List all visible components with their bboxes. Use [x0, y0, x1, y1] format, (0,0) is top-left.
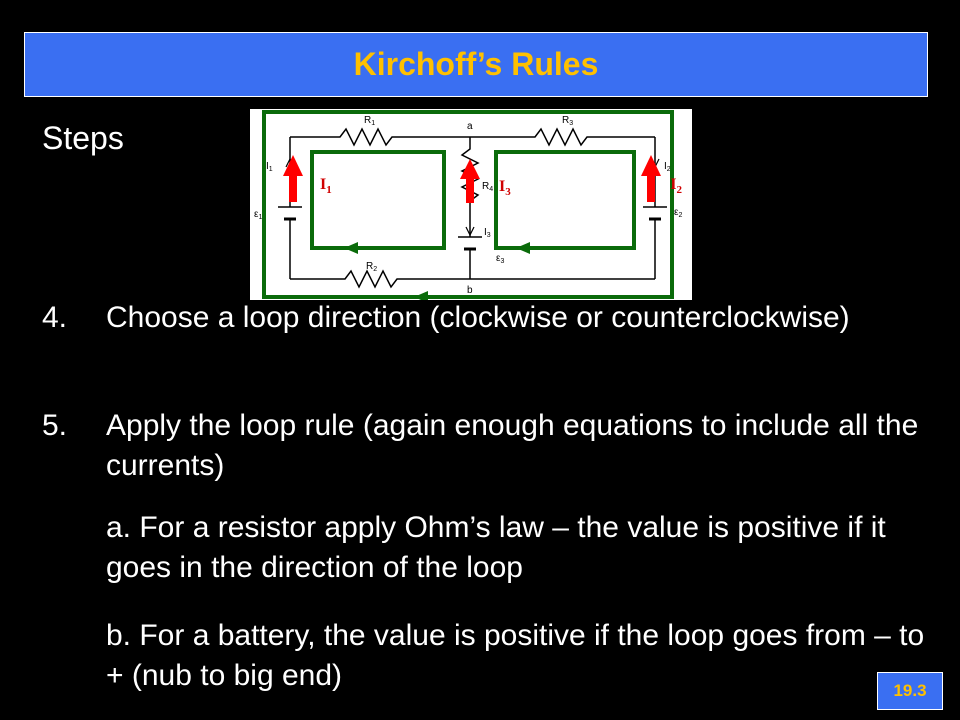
step-item-4 — [42, 298, 942, 378]
circuit-diagram — [250, 109, 692, 300]
label-r2: $R_2$ — [366, 261, 378, 273]
label-e2: $\varepsilon_2$ — [674, 207, 683, 219]
step-text: Apply the loop rule (again enough equations to include all the currents) — [106, 409, 919, 482]
step-number: 5. — [42, 409, 68, 442]
slide-number-badge: 19.3 — [877, 672, 943, 710]
label-i1: $I_1$ — [266, 161, 273, 173]
step-item-5 — [42, 406, 942, 486]
node-a: a — [467, 121, 473, 132]
substep-a: a. For a resistor apply Ohm’s law – the value is positive if it goes in the direction of the loop — [106, 511, 886, 584]
label-e1: $\varepsilon_1$ — [254, 209, 263, 221]
step-number: 4. — [42, 301, 68, 334]
label-e3: $\varepsilon_3$ — [496, 253, 505, 265]
step-text: Choose a loop direction (clockwise or counterclockwise) — [106, 301, 850, 334]
substep-b: b. For a battery, the value is positive if the loop goes from – to + (nub to big end) — [106, 619, 925, 692]
label-i3: $I_3$ — [484, 227, 491, 239]
steps-heading: Steps — [42, 120, 124, 156]
loop-label-1: $I_1$ — [320, 176, 332, 196]
loop-label-3: $I_2$ — [670, 176, 682, 196]
loop-label-2: $I_3$ — [499, 178, 511, 198]
slide-title: Kirchoff’s Rules — [353, 46, 599, 82]
label-r4: $R_4$ — [482, 181, 494, 193]
label-r3: $R_3$ — [562, 115, 574, 127]
label-i2: $I_2$ — [664, 161, 671, 173]
node-b: b — [467, 285, 473, 296]
label-r1: $R_1$ — [364, 115, 376, 127]
title-bar — [24, 32, 928, 97]
